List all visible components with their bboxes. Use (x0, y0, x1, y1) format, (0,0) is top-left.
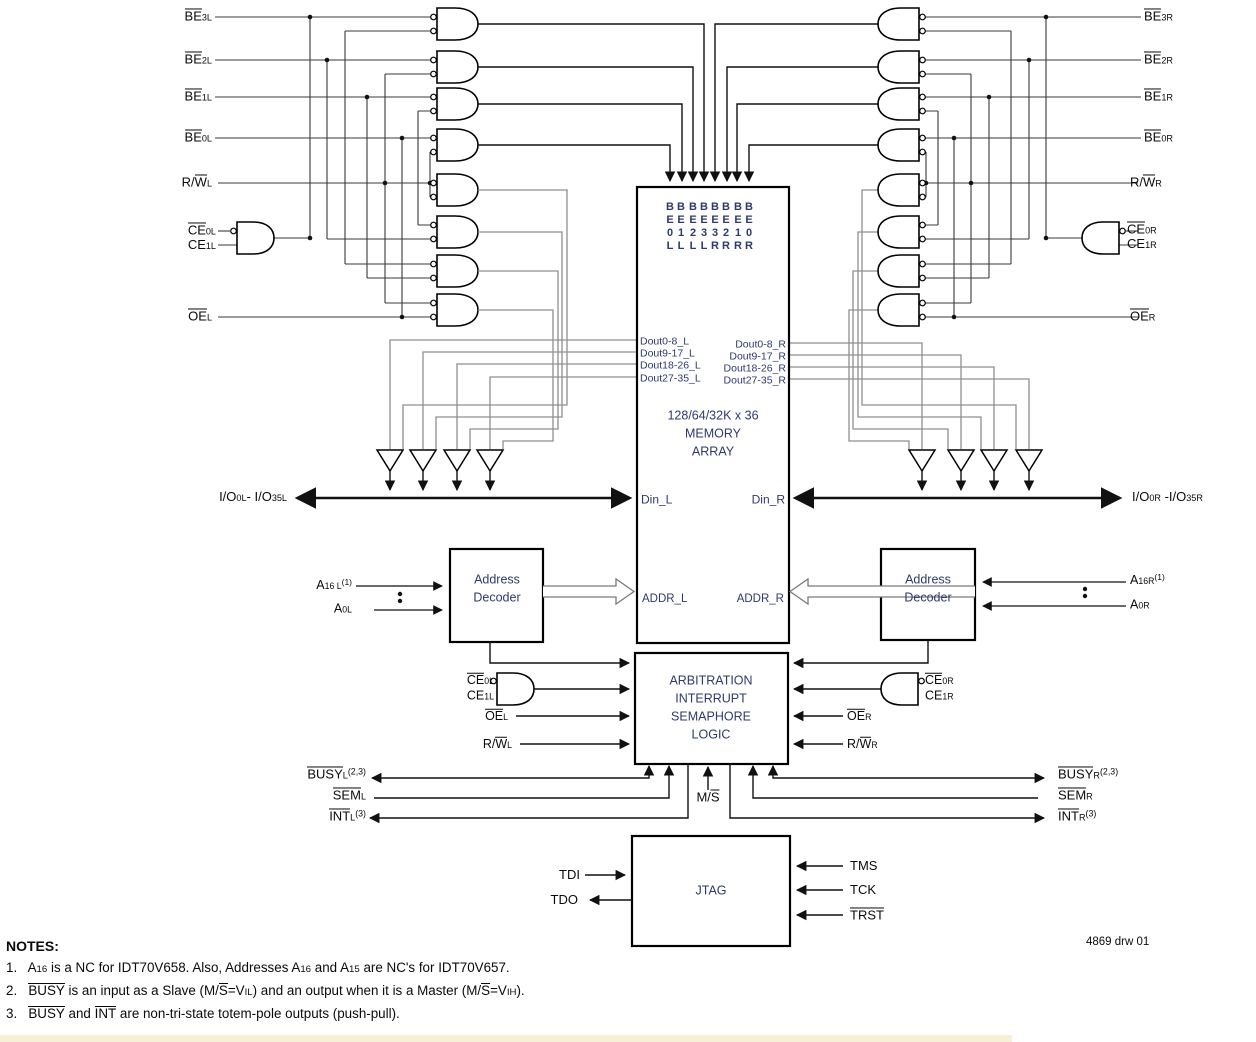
label-dout0-8-r: Dout0-8_R (735, 338, 786, 351)
label-arb-line3: SEMAPHORE (671, 709, 751, 724)
label-be0l: BE0L (184, 129, 212, 145)
label-decoder-right-line1: Address (905, 572, 951, 587)
label-be3l: BE3L (184, 8, 212, 24)
mem-column-be1r-char-3: R (734, 240, 742, 252)
int-l-line (370, 764, 688, 818)
byte-enable-and-gates (878, 8, 1119, 326)
label-ce1r: CE1R (1127, 236, 1157, 252)
mem-column-be2l-char-2: 2 (689, 227, 697, 239)
mem-column-be1l-char-3: L (677, 240, 685, 252)
label-ms: M/S (696, 789, 720, 805)
label-sem-l: SEML (332, 787, 366, 803)
label-rwr: R/WR (1130, 174, 1162, 190)
mem-column-be2r-char-0: B (722, 201, 730, 213)
label-busy-l: BUSYL$^{(2,3)}$ (307, 766, 366, 782)
mem-column-be2r-char-3: R (722, 240, 730, 252)
label-mem-name1: MEMORY (684, 426, 742, 441)
mem-column-be0r-char-2: 0 (745, 227, 753, 239)
label-arb-rwl: R/WL (482, 736, 512, 751)
label-ce1l: CE1L (187, 237, 216, 253)
label-dout9-17-r: Dout9-17_R (729, 350, 786, 363)
mem-column-be2l-char-0: B (689, 201, 697, 213)
drawing-number: 4869 drw 01 (1086, 936, 1150, 948)
mem-column-be3l-char-1: E (700, 214, 708, 226)
label-a16l: A16 $L^{(1)}$ (316, 576, 352, 592)
label-oel: OEL (188, 308, 212, 324)
mem-column-be3r-char-3: R (711, 240, 719, 252)
label-din-r: Din_R (751, 492, 785, 507)
bottom-strip (0, 1035, 1012, 1042)
label-be3r: BE3R (1144, 8, 1173, 24)
label-decoder-left-line1: Address (474, 572, 520, 587)
mem-column-be3r-char-0: B (711, 201, 719, 213)
label-ce0l: CE0L (187, 222, 216, 238)
label-arb-line1: ARBITRATION (669, 673, 753, 688)
note-1: 1. A16 is a NC for IDT70V658. Also, Addresses A16 and A15 are NC's for IDT70V657. (6, 960, 510, 975)
label-arb-ce1r: CE1R (925, 688, 954, 703)
label-arb-line2: INTERRUPT (675, 691, 747, 706)
label-decoder-left-line2: Decoder (473, 590, 521, 605)
label-tdi: TDI (559, 867, 580, 883)
label-arb-oer: OER (847, 708, 872, 723)
label-dout27-35-l: Dout27-35_L (640, 372, 701, 385)
note-2: 2. BUSY is an input as a Slave (M/S=VIL) and an output when it is a Master (M/S=VIH). (6, 983, 525, 998)
label-mem-size: 128/64/32K x 36 (667, 408, 759, 423)
label-be1l: BE1L (184, 88, 212, 104)
label-tdo: TDO (550, 892, 578, 908)
label-dout18-26-l: Dout18-26_L (640, 359, 701, 372)
label-din-l: Din_L (641, 492, 673, 507)
chip-enable-and-gate (237, 222, 274, 254)
mem-column-be1l-char-1: E (677, 214, 685, 226)
label-addr-r: ADDR_R (736, 592, 784, 605)
mem-column-be2r-char-1: E (722, 214, 730, 226)
label-addr-l: ADDR_L (642, 592, 688, 605)
label-dout0-8-l: Dout0-8_L (640, 335, 690, 348)
label-arb-line4: LOGIC (691, 727, 731, 742)
right-control-gate-mesh (878, 8, 1141, 326)
mem-column-be0l-char-1: E (666, 214, 674, 226)
mem-column-be1r-char-0: B (734, 201, 742, 213)
label-io-right: I/O0R -I/O35R (1132, 489, 1203, 505)
busy-r-line (773, 766, 1044, 778)
mem-column-be0l-char-3: L (666, 240, 674, 252)
mem-column-be0r-char-0: B (745, 201, 753, 213)
label-arb-ce1l: CE1L (466, 688, 494, 703)
label-be2r: BE2R (1144, 51, 1173, 67)
label-decoder-right-line2: Decoder (904, 590, 952, 605)
mem-column-be2l-char-1: E (689, 214, 697, 226)
label-be2l: BE2L (184, 51, 212, 67)
mem-column-be0l-char-0: B (666, 201, 674, 213)
label-int-l: INTL$^{(3)}$ (329, 808, 366, 824)
label-trst: TRST (850, 907, 884, 923)
mem-column-be1r-char-1: E (734, 214, 742, 226)
int-r-line (730, 764, 1044, 818)
sem-r-line (753, 766, 1038, 798)
mem-column-be1l-char-2: 1 (677, 227, 685, 239)
mem-column-be3l-char-3: L (700, 240, 708, 252)
mem-column-be0l-char-2: 0 (666, 227, 674, 239)
mem-column-be3r-char-1: E (711, 214, 719, 226)
byte-enable-and-gates (237, 8, 478, 326)
label-tck: TCK (850, 882, 876, 898)
label-dout18-26-r: Dout18-26_R (723, 362, 786, 375)
byte-enable-column-routes (478, 24, 878, 181)
label-io-left: I/O0L- I/O35L (219, 489, 287, 505)
mem-column-be1l-char-0: B (677, 201, 685, 213)
mem-column-be3l-char-0: B (700, 201, 708, 213)
label-oer: OER (1130, 308, 1156, 324)
label-a0r: A0R (1130, 597, 1150, 612)
mem-column-be0r-char-1: E (745, 214, 753, 226)
label-ce0r: CE0R (1127, 221, 1157, 237)
label-busy-r: BUSYR$^{(2,3)}$ (1058, 766, 1119, 782)
mem-column-be2l-char-3: L (689, 240, 697, 252)
mem-column-be3r-char-2: 3 (711, 227, 719, 239)
mem-column-be3l-char-2: 3 (700, 227, 708, 239)
label-dout27-35-r: Dout27-35_R (723, 374, 786, 387)
mem-column-be0r-char-3: R (745, 240, 753, 252)
label-dout9-17-l: Dout9-17_L (640, 347, 695, 360)
busy-l-line (372, 766, 649, 778)
left-control-gate-mesh (215, 8, 478, 326)
label-be1r: BE1R (1144, 88, 1173, 104)
label-sem-r: SEMR (1058, 787, 1093, 803)
mem-column-be1r-char-2: 1 (734, 227, 742, 239)
label-be0r: BE0R (1144, 129, 1173, 145)
notes-heading: NOTES: (6, 938, 59, 954)
label-arb-ce0r: CE0R (925, 672, 954, 687)
label-rwl: R/WL (181, 174, 212, 190)
sem-l-line (374, 766, 669, 798)
label-a16r: $A16R^{(1)}$ (1130, 571, 1165, 587)
label-arb-oel: OEL (485, 708, 508, 723)
label-jtag: JTAG (695, 883, 727, 898)
label-int-r: INTR$^{(3)}$ (1058, 808, 1097, 824)
label-arb-ce0l: CE0L (466, 672, 494, 687)
label-mem-name2: ARRAY (691, 444, 735, 459)
mem-column-be2r-char-2: 2 (722, 227, 730, 239)
label-arb-rwr: R/WR (847, 736, 878, 751)
chip-enable-and-gate (1082, 222, 1119, 254)
label-a0l: A0L (333, 601, 352, 616)
label-tms: TMS (850, 858, 878, 874)
note-3: 3. BUSY and INT are non-tri-state totem-pole outputs (push-pull). (6, 1006, 400, 1021)
